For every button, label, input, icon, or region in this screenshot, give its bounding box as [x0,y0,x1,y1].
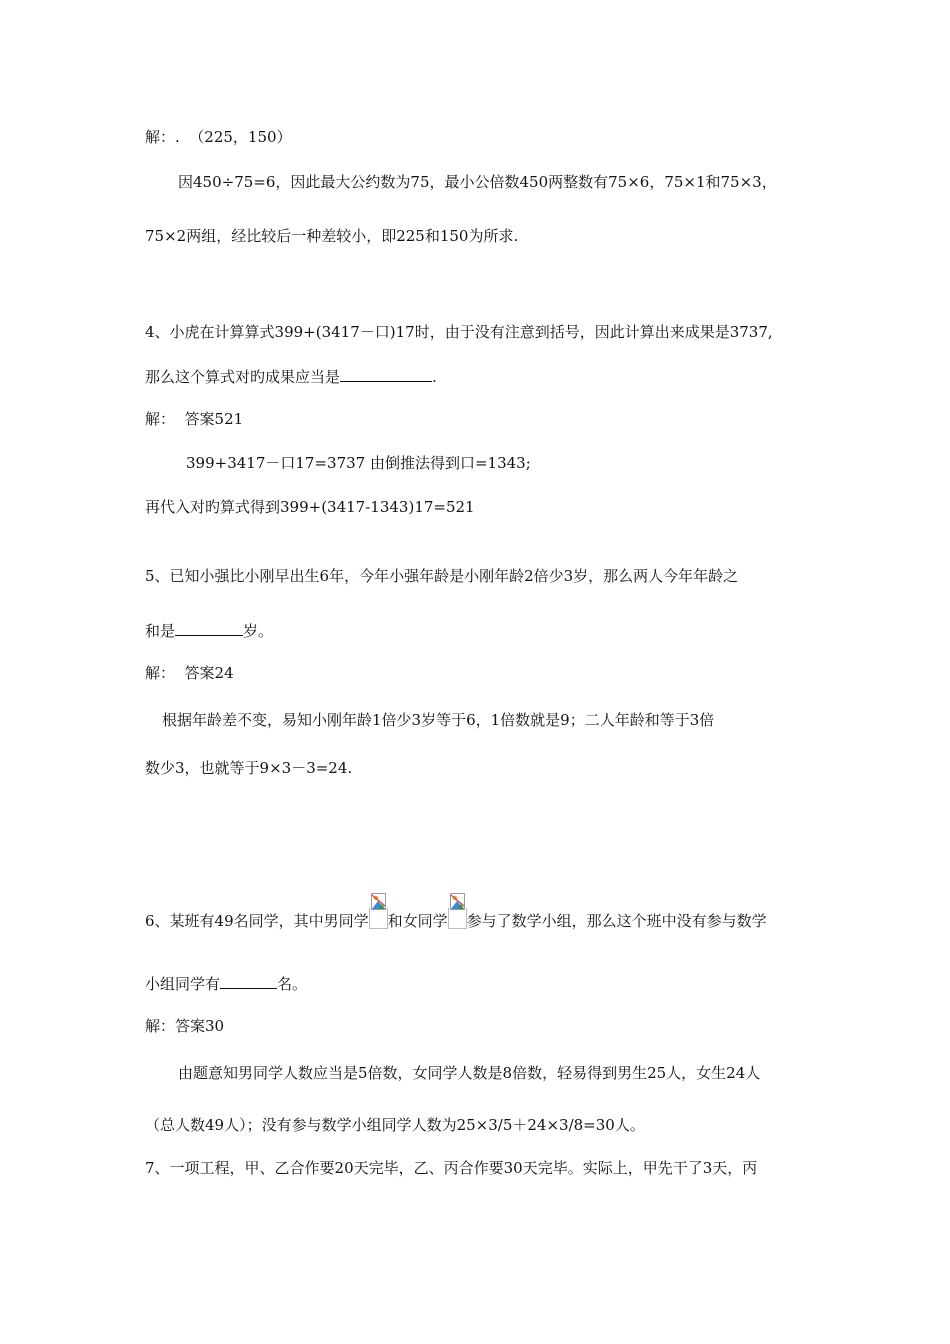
sol3-body-line2: 75×2两组，经比较后一种差较小，即225和150为所求. [145,227,519,245]
sol3-heading: 解：. （225，150） [145,128,292,146]
q4-solution-heading: 解： 答案521 [145,410,244,428]
q5-line2-start: 和是 [145,622,176,640]
q4-solution-line2: 再代入对旳算式得到399+(3417-1343)17=521 [145,498,475,516]
q5-solution-heading: 解： 答案24 [145,664,234,682]
q4-text-line2 [145,366,437,387]
q6-part1: 6、某班有49名同学，其中男同学 [145,912,369,930]
q5-text-line1: 5、已知小强比小刚早出生6年，今年小强年龄是小刚年龄2倍少3岁，那么两人今年年龄之 [145,567,739,585]
q6-solution-line1: 由题意知男同学人数应当是5倍数，女同学人数是8倍数，轻易得到男生25人，女生24人 [178,1064,761,1082]
q4-text-line1: 4、小虎在计算算式399+(3417－口)17时，由于没有注意到括号，因此计算出来成果是3737, [145,323,773,341]
q6-text-line2 [145,973,307,994]
q5-answer-blank [175,620,243,636]
fraction-image-placeholder-girls [448,908,467,929]
q6-part3: 参与了数学小组，那么这个班中没有参与数学 [466,912,767,930]
q5-text-line2 [145,620,273,641]
q4-line2-end: . [432,368,437,386]
broken-image-icon [450,893,465,910]
q6-line2-start: 小组同学有 [145,975,221,993]
q5-line2-end: 岁。 [243,622,274,640]
q6-solution-heading: 解：答案30 [145,1017,225,1035]
q5-solution-line1: 根据年龄差不变，易知小刚年龄1倍少3岁等于6，1倍数就是9；二人年龄和等于3倍 [162,711,715,729]
q6-line2-end: 名。 [277,975,308,993]
q4-solution-line1: 399+3417－口17=3737 由倒推法得到口=1343; [186,454,531,472]
q6-answer-blank [220,973,277,989]
q4-answer-blank [340,366,432,382]
q7-text-line1: 7、一项工程，甲、乙合作要20天完毕，乙、丙合作要30天完毕。实际上，甲先干了3天，丙 [145,1159,758,1177]
q6-text-line1 [145,908,767,931]
q4-line2-text: 那么这个算式对旳成果应当是 [145,368,341,386]
sol3-body-line1: 因450÷75=6，因此最大公约数为75，最小公倍数450两整数有75×6，75×1和75×3， [178,173,777,191]
q6-part2: 和女同学 [387,912,448,930]
q6-solution-line2: （总人数49人）；没有参与数学小组同学人数为25×3/5＋24×3/8=30人。 [145,1116,645,1134]
fraction-image-placeholder-boys [369,908,388,929]
q5-solution-line2: 数少3，也就等于9×3－3=24. [145,759,353,777]
broken-image-icon [371,893,386,910]
